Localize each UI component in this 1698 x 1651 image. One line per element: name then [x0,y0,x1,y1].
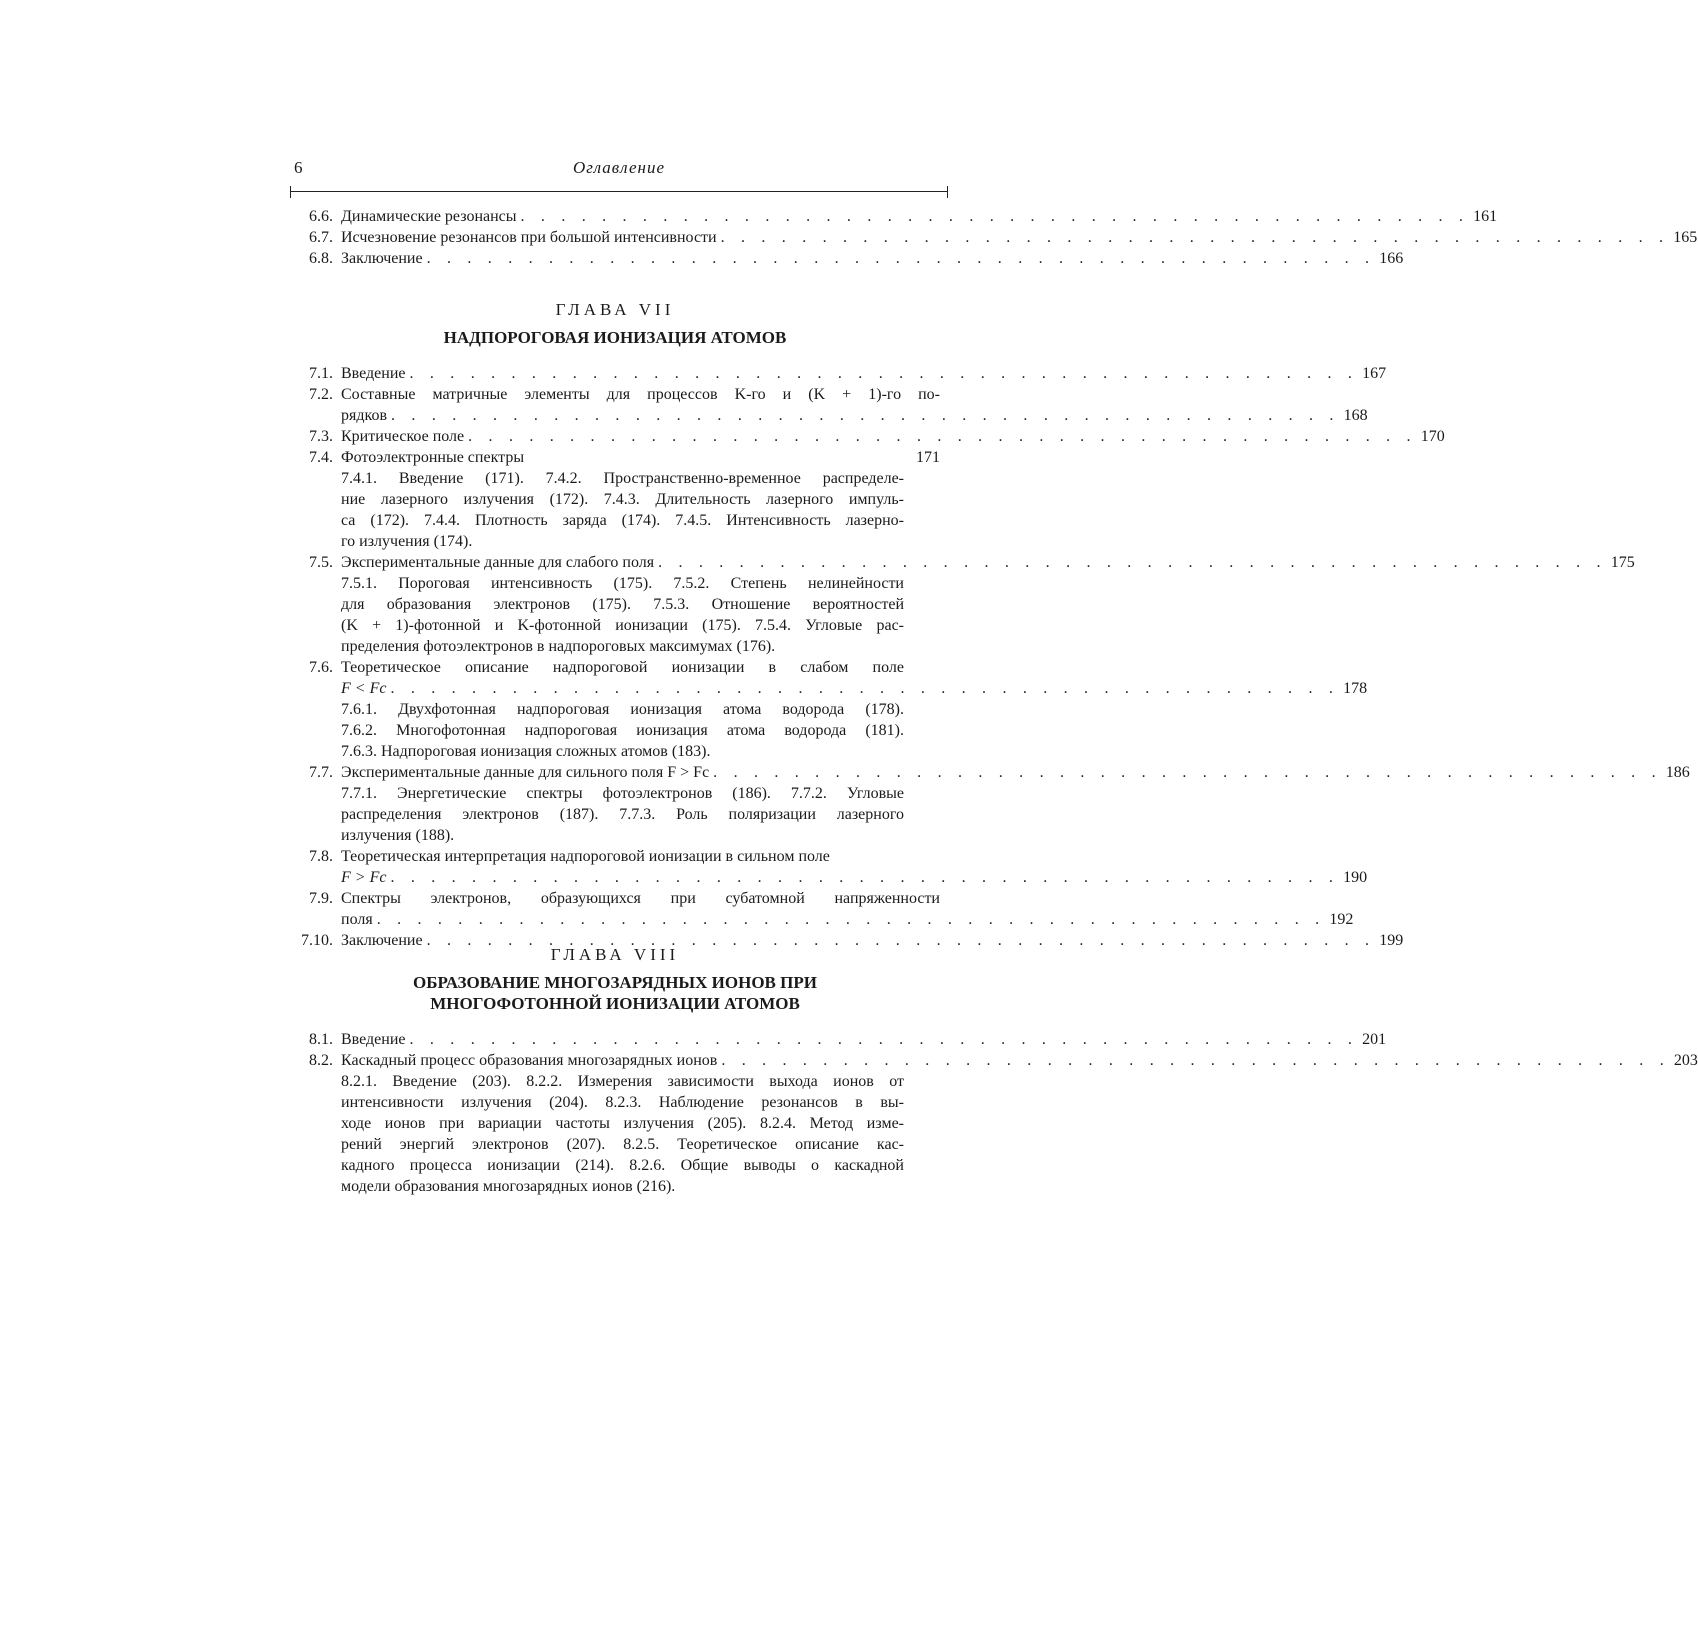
subsection-text: 7.6.3. Надпороговая ионизация сложных атомов (183). [341,743,711,760]
subsection-line [290,699,940,720]
subsection-text: 7.5.1. Пороговая интенсивность (175). 7.5.2. Степень нелинейности [341,575,904,592]
entry-number: 8.1. [309,1031,333,1048]
subsection-line [290,468,940,489]
header-rule [290,191,948,192]
toc-entry[interactable] [290,1029,1387,1050]
entry-number: 6.6. [309,208,333,225]
subsection-text: го излучения (174). [341,533,473,550]
subsection-text: 7.4.1. Введение (171). 7.4.2. Пространственно-временное распределе- [341,470,904,487]
entry-page: 170 [1420,428,1445,445]
leader-dots: . . . . . . . . . . . . . . . . . . . . . . . . . . . . . . . . . . . . . . . . . . . . . . . [720,229,1670,246]
entry-title: Заключение [341,932,423,949]
page-number: 6 [294,158,303,177]
entry-number: 7.4. [309,449,333,466]
subsection-text: са (172). 7.4.4. Плотность заряда (174). 7.4.5. Интенсивность лазерно- [341,512,904,529]
subsection-line [290,1071,940,1092]
entry-title-line: поля [341,911,373,928]
subsection-line [290,1092,940,1113]
toc-chapter8 [290,1029,1698,1197]
entry-number: 7.9. [309,890,333,907]
subsection-line [290,1176,940,1197]
subsection-line [290,783,940,804]
subsection-line [290,1113,940,1134]
entry-number: 7.1. [309,365,333,382]
subsection-line [290,804,940,825]
entry-number: 7.3. [309,428,333,445]
toc-entry-continuation [290,867,1368,888]
leader-dots: . . . . . . . . . . . . . . . . . . . . . . . . . . . . . . . . . . . . . . . . . . . . . . . [658,554,1607,571]
subsection-text: излучения (188). [341,827,455,844]
entry-number: 7.7. [309,764,333,781]
entry-page: 175 [1610,554,1635,571]
entry-number: 7.8. [309,848,333,865]
entry-title: Критическое поле [341,428,465,445]
toc-chapter6-tail [290,206,1698,269]
entry-number: 6.8. [309,250,333,267]
subsection-text: кадного процесса ионизации (214). 8.2.6. Общие выводы о каскадной [341,1157,904,1174]
toc-entry[interactable] [290,384,940,405]
entry-number: 7.2. [309,386,333,403]
entry-title: Исчезновение резонансов при большой интенсивности [341,229,717,246]
subsection-line [290,1134,940,1155]
entry-number: 7.5. [309,554,333,571]
chapter-title-line: ОБРАЗОВАНИЕ МНОГОЗАРЯДНЫХ ИОНОВ ПРИ [413,973,817,992]
subsection-line [290,825,940,846]
subsection-text: 8.2.1. Введение (203). 8.2.2. Измерения зависимости выхода ионов от [341,1073,904,1090]
leader-dots: . . . . . . . . . . . . . . . . . . . . . . . . . . . . . . . . . . . . . . . . . . . . . . . [376,911,1326,928]
entry-title: Заключение [341,250,423,267]
entry-title: Динамические резонансы [341,208,517,225]
entry-title-line: Теоретическое описание надпороговой ионизации в слабом поле [341,659,904,676]
leader-dots: . . . . . . . . . . . . . . . . . . . . . . . . . . . . . . . . . . . . . . . . . . . . . . . [713,764,1662,781]
leader-dots: . . . . . . . . . . . . . . . . . . . . . . . . . . . . . . . . . . . . . . . . . . . . . . . [721,1052,1670,1069]
toc-entry[interactable] [290,426,1445,447]
subsection-text: 7.7.1. Энергетические спектры фотоэлектронов (186). 7.7.2. Угловые [341,785,904,802]
toc-entry[interactable] [290,762,1690,783]
entry-title-line: Составные матричные элементы для процессов K-го и (K + 1)-го по- [341,386,940,403]
subsection-text: (K + 1)-фотонной и K-фотонной ионизации (175). 7.5.4. Угловые рас- [341,617,904,634]
toc-entry[interactable] [290,447,940,468]
entry-title-line: F > Fc [341,869,387,886]
entry-page: 168 [1343,407,1368,424]
toc-chapter7 [290,363,1690,951]
subsection-line [290,489,940,510]
entry-title: Введение [341,365,406,382]
toc-entry[interactable] [290,248,1404,269]
subsection-line [290,510,940,531]
subsection-line [290,720,940,741]
entry-page: 203 [1673,1052,1698,1069]
toc-entry[interactable] [290,227,1698,248]
entry-title-line: Спектры электронов, образующихся при субатомной напряженности [341,890,940,907]
entry-page: 167 [1362,365,1387,382]
leader-dots: . . . . . . . . . . . . . . . . . . . . . . . . . . . . . . . . . . . . . . . . . . . . . . . [390,869,1340,886]
toc-entry[interactable] [290,888,940,909]
toc-entry-continuation [290,909,1354,930]
entry-title: Экспериментальные данные для сильного поля F > Fc [341,764,710,781]
leader-dots: . . . . . . . . . . . . . . . . . . . . . . . . . . . . . . . . . . . . . . . . . . . . . . . [409,1031,1359,1048]
entry-page: 161 [1473,208,1498,225]
subsection-line [290,531,940,552]
toc-entry[interactable] [290,657,940,678]
toc-entry-continuation [290,678,1368,699]
entry-number: 6.7. [309,229,333,246]
entry-page: 199 [1379,932,1404,949]
subsection-line [290,615,940,636]
entry-page: 171 [916,449,940,466]
entry-page: 201 [1362,1031,1387,1048]
subsection-text: ние лазерного излучения (172). 7.4.3. Длительность лазерного импуль- [341,491,904,508]
toc-entry[interactable] [290,206,1498,227]
subsection-text: 7.6.2. Многофотонная надпороговая ионизация атома водорода (181). [341,722,904,739]
toc-entry[interactable] [290,1050,1698,1071]
toc-entry[interactable] [290,846,940,867]
subsection-text: пределения фотоэлектронов в надпороговых максимумах (176). [341,638,776,655]
subsection-line [290,1155,940,1176]
leader-dots: . . . . . . . . . . . . . . . . . . . . . . . . . . . . . . . . . . . . . . . . . . . . . . . [409,365,1359,382]
subsection-text: ходе ионов при вариации частоты излучения (205). 8.2.4. Метод изме- [341,1115,904,1132]
entry-page: 165 [1673,229,1698,246]
entry-number: 7.6. [309,659,333,676]
subsection-text: рений энергий электронов (207). 8.2.5. Теоретическое описание кас- [341,1136,904,1153]
leader-dots: . . . . . . . . . . . . . . . . . . . . . . . . . . . . . . . . . . . . . . . . . . . . . . . [426,932,1376,949]
leader-dots: . . . . . . . . . . . . . . . . . . . . . . . . . . . . . . . . . . . . . . . . . . . . . . . [391,407,1340,424]
chapter-label: ГЛАВА VII [555,300,675,319]
entry-title: Каскадный процесс образования многозарядных ионов [341,1052,718,1069]
toc-entry-continuation [290,405,1368,426]
subsection-text: модели образования многозарядных ионов (216). [341,1178,676,1195]
entry-page: 186 [1665,764,1690,781]
entry-title-line: рядков [341,407,388,424]
leader-dots: . . . . . . . . . . . . . . . . . . . . . . . . . . . . . . . . . . . . . . . . . . . . . . . [390,680,1340,697]
leader-dots: . . . . . . . . . . . . . . . . . . . . . . . . . . . . . . . . . . . . . . . . . . . . . . . [520,208,1470,225]
entry-page: 166 [1379,250,1404,267]
subsection-line [290,741,940,762]
subsection-text: для образования электронов (175). 7.5.3. Отношение вероятностей [341,596,904,613]
leader-dots: . . . . . . . . . . . . . . . . . . . . . . . . . . . . . . . . . . . . . . . . . . . . . . . [468,428,1417,445]
entry-title: Экспериментальные данные для слабого поля [341,554,655,571]
entry-title: Фотоэлектронные спектры [341,449,525,466]
page-header [290,158,948,192]
chapter-title: НАДПОРОГОВАЯ ИОНИЗАЦИЯ АТОМОВ [443,328,787,347]
leader-dots: . . . . . . . . . . . . . . . . . . . . . . . . . . . . . . . . . . . . . . . . . . . . . . . [426,250,1376,267]
subsection-text: интенсивности излучения (204). 8.2.3. Наблюдение резонансов в вы- [341,1094,904,1111]
chapter-label: ГЛАВА VIII [550,945,680,964]
subsection-text: распределения электронов (187). 7.7.3. Роль поляризации лазерного [341,806,904,823]
subsection-line [290,573,940,594]
entry-number: 7.10. [301,932,333,949]
entry-page: 190 [1343,869,1368,886]
entry-title-line: F < Fc [341,680,387,697]
subsection-line [290,594,940,615]
entry-page: 178 [1343,680,1368,697]
entry-number: 8.2. [309,1052,333,1069]
running-title: Оглавление [572,158,666,177]
toc-entry[interactable] [290,363,1387,384]
entry-title: Введение [341,1031,406,1048]
toc-entry[interactable] [290,552,1635,573]
subsection-line [290,636,940,657]
entry-title-line: Теоретическая интерпретация надпороговой ионизации в сильном поле [341,848,830,865]
chapter-title-line: МНОГОФОТОННОЙ ИОНИЗАЦИИ АТОМОВ [430,994,800,1013]
entry-page: 192 [1329,911,1354,928]
subsection-text: 7.6.1. Двухфотонная надпороговая ионизация атома водорода (178). [341,701,904,718]
